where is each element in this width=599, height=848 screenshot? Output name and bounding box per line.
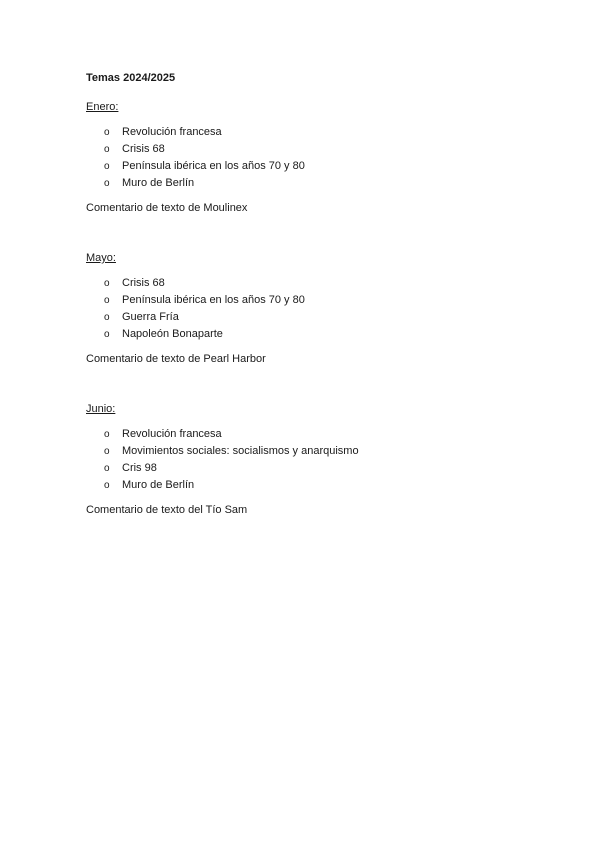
list-item xyxy=(86,443,566,460)
bullet-icon: o xyxy=(104,278,110,289)
list-item-text: Movimientos sociales: socialismos y anarquismo xyxy=(122,445,359,457)
list-item xyxy=(86,124,566,141)
list-item-text: Crisis 68 xyxy=(122,277,165,289)
topic-list xyxy=(86,275,566,343)
list-item xyxy=(86,158,566,175)
bullet-icon: o xyxy=(104,312,110,323)
text-commentary: Comentario de texto de Moulinex xyxy=(86,202,248,214)
list-item xyxy=(86,292,566,309)
list-item xyxy=(86,275,566,292)
text-commentary: Comentario de texto del Tío Sam xyxy=(86,504,248,516)
list-item xyxy=(86,309,566,326)
bullet-icon: o xyxy=(104,463,110,474)
section-enero xyxy=(86,99,566,216)
topic-list xyxy=(86,124,566,192)
bullet-icon: o xyxy=(104,295,110,306)
list-item xyxy=(86,141,566,158)
bullet-icon: o xyxy=(104,480,110,491)
list-item-text: Napoleón Bonaparte xyxy=(122,328,223,340)
list-item-text: Península ibérica en los años 70 y 80 xyxy=(122,294,305,306)
document-body xyxy=(86,70,566,518)
list-item-text: Muro de Berlín xyxy=(122,479,195,491)
list-item-text: Cris 98 xyxy=(122,462,157,474)
document-title: Temas 2024/2025 xyxy=(86,72,176,84)
list-item-text: Revolución francesa xyxy=(122,126,222,138)
list-item-text: Península ibérica en los años 70 y 80 xyxy=(122,160,305,172)
section-heading: Mayo: xyxy=(86,252,116,264)
list-item-text: Crisis 68 xyxy=(122,143,165,155)
list-item xyxy=(86,326,566,343)
bullet-icon: o xyxy=(104,329,110,340)
bullet-icon: o xyxy=(104,127,110,138)
bullet-icon: o xyxy=(104,178,110,189)
text-commentary: Comentario de texto de Pearl Harbor xyxy=(86,353,266,365)
bullet-icon: o xyxy=(104,161,110,172)
list-item-text: Guerra Fría xyxy=(122,311,179,323)
section-mayo xyxy=(86,250,566,367)
list-item xyxy=(86,477,566,494)
list-item xyxy=(86,460,566,477)
bullet-icon: o xyxy=(104,144,110,155)
list-item xyxy=(86,426,566,443)
section-heading: Junio: xyxy=(86,403,116,415)
list-item xyxy=(86,175,566,192)
bullet-icon: o xyxy=(104,446,110,457)
list-item-text: Muro de Berlín xyxy=(122,177,195,189)
bullet-icon: o xyxy=(104,429,110,440)
section-heading: Enero: xyxy=(86,101,119,113)
section-junio xyxy=(86,401,566,518)
topic-list xyxy=(86,426,566,494)
list-item-text: Revolución francesa xyxy=(122,428,222,440)
